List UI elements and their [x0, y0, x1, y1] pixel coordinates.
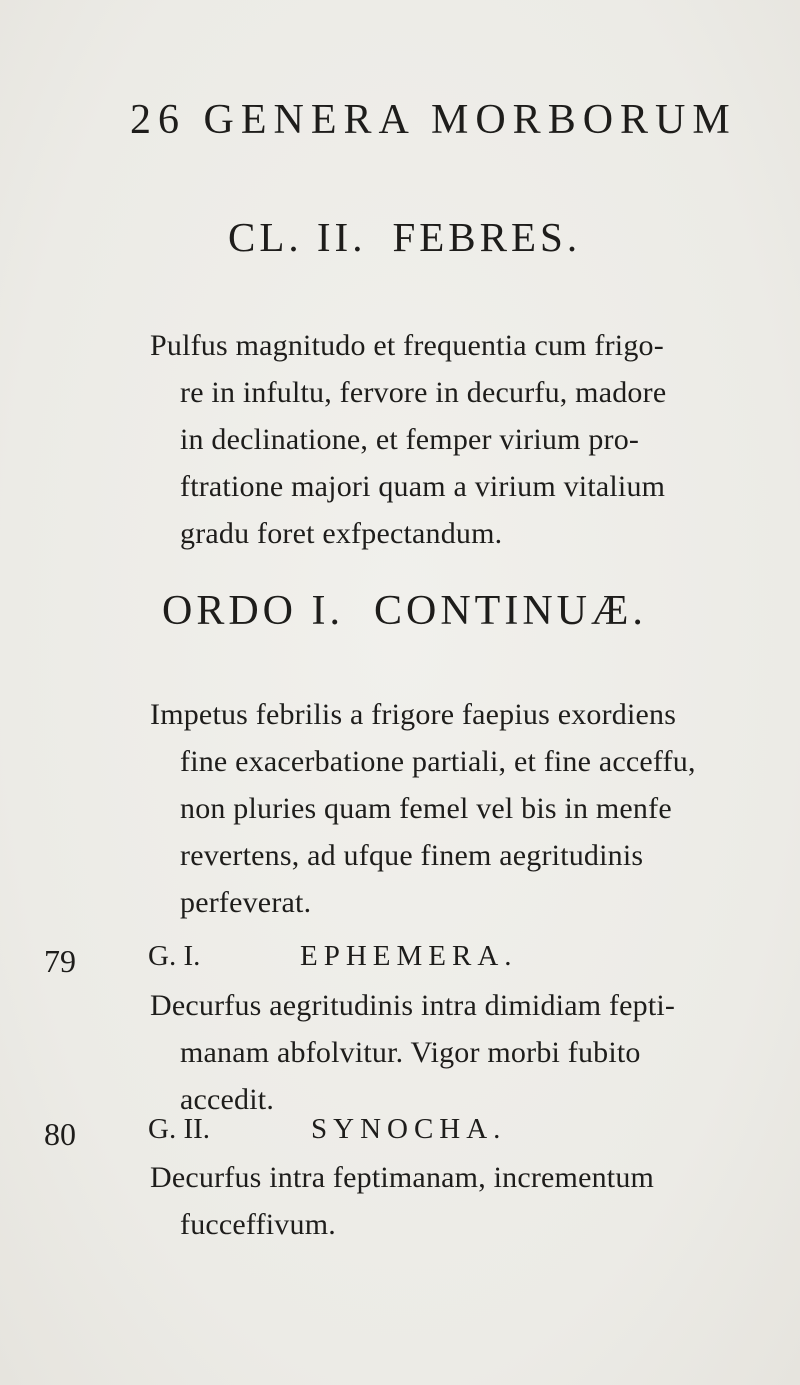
order-description [150, 691, 696, 926]
genus-number: 80 [44, 1116, 76, 1152]
class-heading [228, 213, 581, 261]
text-line: perfeverat. [180, 886, 312, 919]
genus-label: G. I. [148, 940, 201, 972]
text-line: gradu foret exfpectandum. [180, 517, 503, 550]
genus-label: G. II. [148, 1113, 211, 1145]
order-heading [162, 587, 647, 635]
genus-name: SYNOCHA. [311, 1113, 507, 1145]
text-line: Pulfus magnitudo et frequentia cum frigo- [150, 329, 664, 362]
text-line: Decurfus intra feptimanam, incrementum [150, 1161, 655, 1194]
text-line: ftratione majori quam a virium vitalium [180, 470, 666, 503]
genus-description [150, 982, 676, 1123]
genus-name: EPHEMERA. [300, 940, 518, 972]
text-line: Impetus febrilis a frigore faepius exordiens [150, 698, 677, 731]
order-name: CONTINUÆ. [374, 588, 647, 634]
class-label: CL. II. [228, 214, 367, 260]
text-line: revertens, ad ufque finem aegritudinis [180, 839, 644, 872]
text-line: Decurfus aegritudinis intra dimidiam fepti- [150, 989, 676, 1022]
class-description [150, 322, 667, 557]
running-head: 26 GENERA MORBORUM [130, 97, 737, 143]
genus-description [150, 1154, 655, 1248]
text-line: in declinatione, et femper virium pro- [180, 423, 640, 456]
class-name: FEBRES. [392, 214, 582, 260]
text-line: fine exacerbatione partiali, et fine acceffu, [180, 745, 696, 778]
genus-number: 79 [44, 943, 76, 979]
text-line: non pluries quam femel vel bis in menfe [180, 792, 672, 825]
text-line: fucceffivum. [180, 1208, 336, 1241]
text-line: manam abfolvitur. Vigor morbi fubito [180, 1036, 641, 1069]
text-line: re in infultu, fervore in decurfu, madore [180, 376, 667, 409]
order-label: ORDO I. [162, 588, 344, 634]
text-line: accedit. [180, 1083, 275, 1116]
